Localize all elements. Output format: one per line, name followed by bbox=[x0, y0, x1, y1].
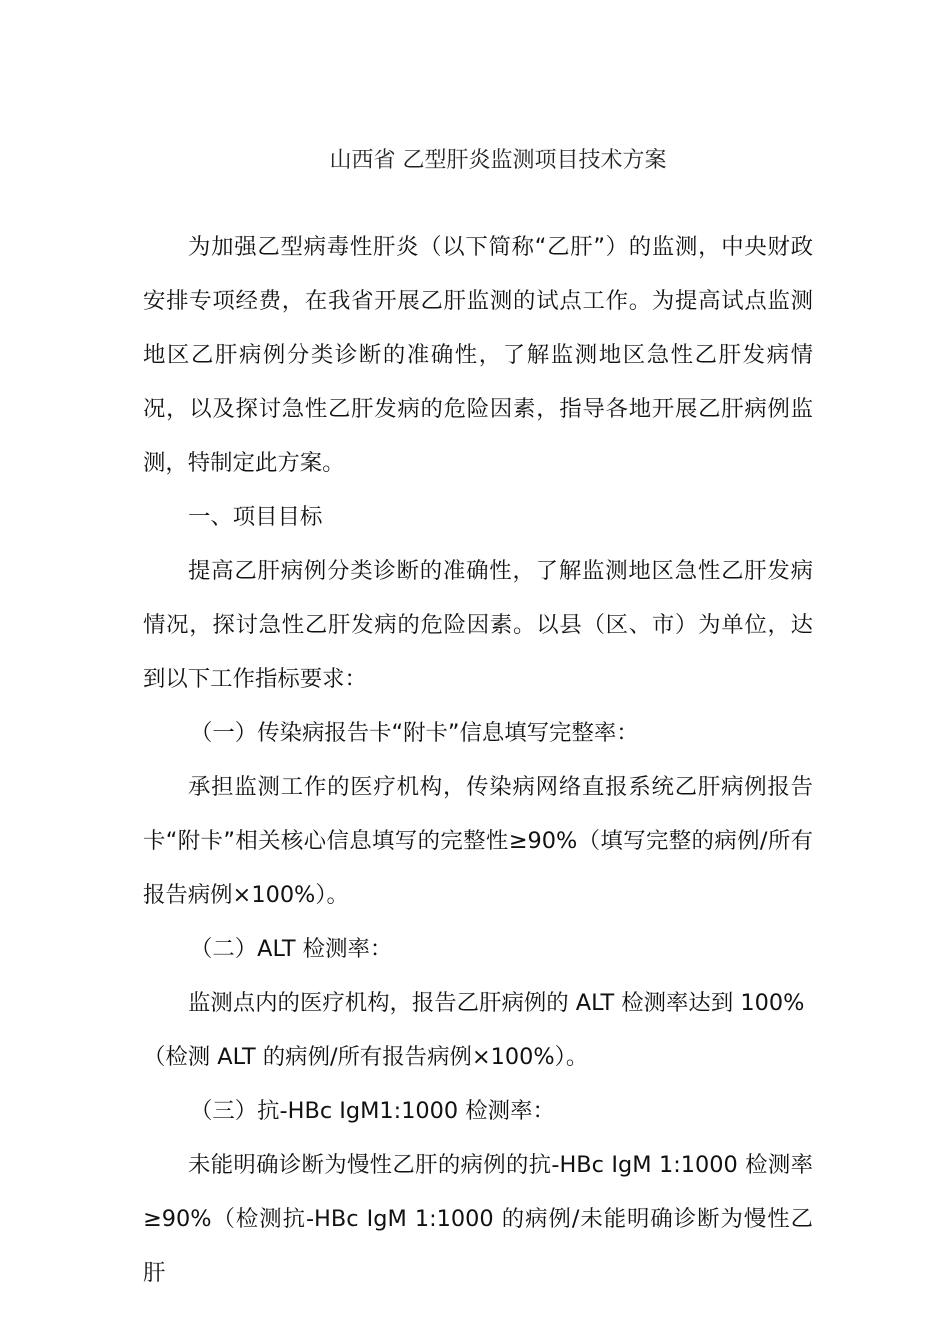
alt-paragraph: 监测点内的医疗机构，报告乙肝病例的 ALT 检测率达到 100% bbox=[188, 990, 805, 1016]
subheading-attached-card-completeness: （一）传染病报告卡“附卡”信息填写完整率： bbox=[190, 720, 639, 746]
intro-paragraph: 为加强乙型病毒性肝炎（以下简称“乙肝”）的监测，中央财政 安排专项经费，在我省开展乙肝监测的试点工作。为提高试点监测地区乙肝病例分类诊断的准确性，了解监测地区急性乙肝发病情况，以及探讨急性乙肝发病的危险因素，指导各地开展乙肝病例监测，特制定此方案。 bbox=[143, 234, 813, 476]
subheading-anti-hbc-igm-detection-rate: （三）抗-HBc IgM1:1000 检测率： bbox=[190, 1098, 555, 1124]
document-body bbox=[143, 220, 813, 1300]
section-heading-objectives: 一、项目目标 bbox=[188, 504, 323, 530]
subheading-alt-detection-rate: （二）ALT 检测率： bbox=[190, 936, 393, 962]
alt-paragraph-continued: （检测 ALT 的病例/所有报告病例×100%）。 bbox=[143, 1044, 589, 1070]
anti-hbc-paragraph: 未能明确诊断为慢性乙肝的病例的抗-HBc IgM 1:1000 检测率≥90%（检测抗-HBc IgM 1:1000 的病例/未能明确诊断为慢性乙肝 bbox=[143, 1152, 813, 1286]
attached-card-paragraph: 承担监测工作的医疗机构，传染病网络直报系统乙肝病例报告卡“附卡”相关核心信息填写的完整性≥90%（填写完整的病例/所有报告病例×100%）。 bbox=[143, 774, 813, 908]
objectives-paragraph: 提高乙肝病例分类诊断的准确性，了解监测地区急性乙肝发病情况，探讨急性乙肝发病的危险因素。以县（区、市）为单位，达到以下工作指标要求： bbox=[143, 558, 813, 692]
document-title: 山西省 乙型肝炎监测项目技术方案 bbox=[329, 148, 667, 173]
